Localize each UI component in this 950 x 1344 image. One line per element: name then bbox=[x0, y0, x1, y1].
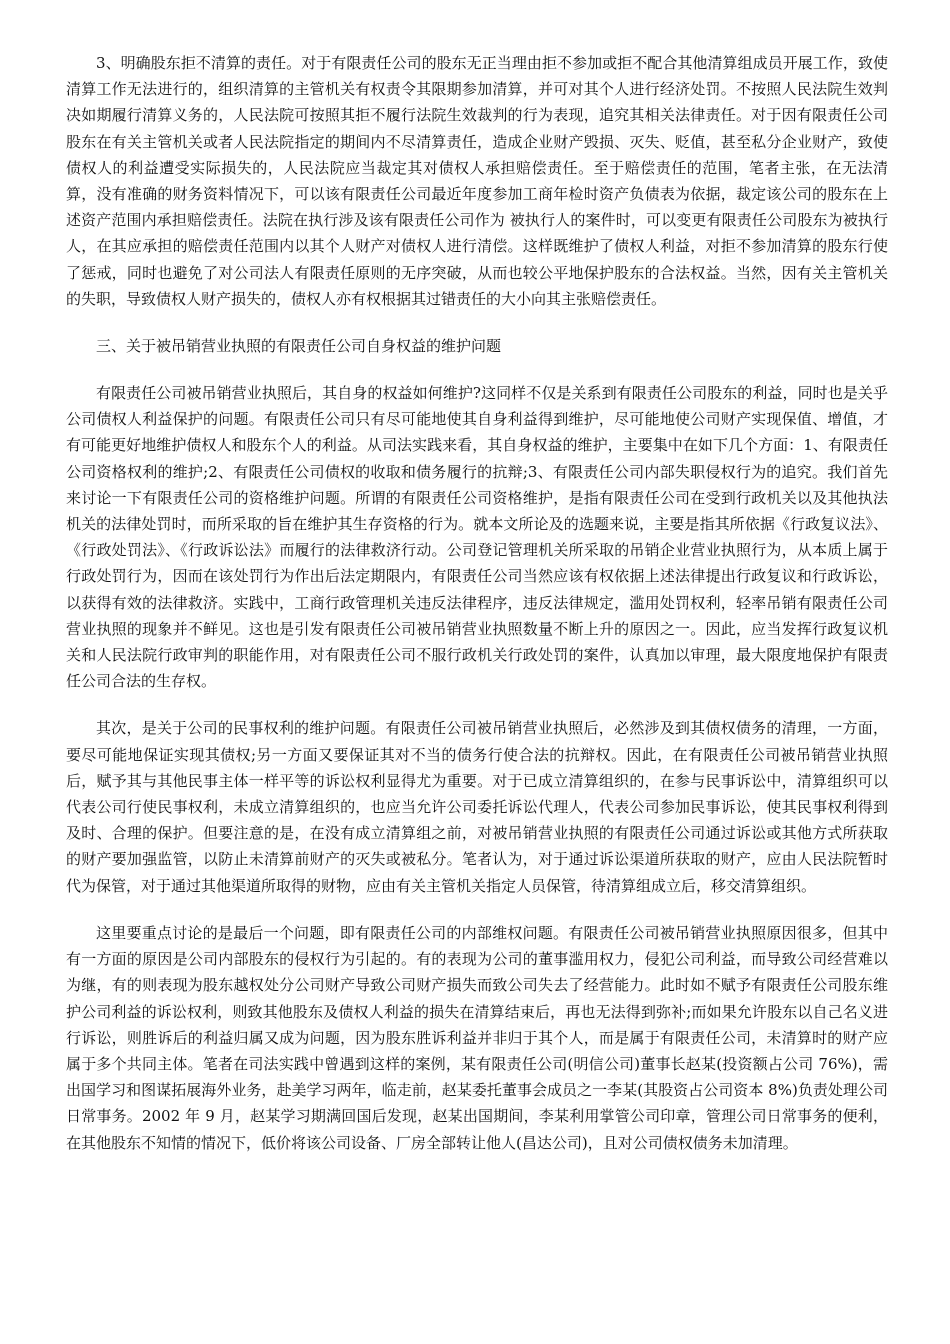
paragraph-internal-rights-maintenance: 这里要重点讨论的是最后一个问题，即有限责任公司的内部维权问题。有限责任公司被吊销营业执照原因很多，但其中有一方面的原因是公司内部股东的侵权行为引起的。有的表现为公司的董事滥用权力，侵犯公司利益，而导致公司经营难以为继，有的则表现为股东越权处分公司财产导致公司财产损失而致公司失去了经营能力。此时如不赋予有限责任公司股东维护公司利益的诉讼权利，则致其他股东及债权人利益的损失在清算结束后，再也无法得到弥补;而如果允许股东以自己名义进行诉讼，则胜诉后的利益归属又成为问题，因为股东胜诉利益并非归于其个人，而是属于有限责任公司，未清算时的财产应属于多个共同主体。笔者在司法实践中曾遇到这样的案例，某有限责任公司(明信公司)董事长赵某(投资额占公司 76%)，需出国学习和图谋拓展海外业务，赴美学习两年，临走前，赵某委托董事会成员之一李某(其股资占公司资本 8%)负责处理公司日常事务。2002 年 9 月，赵某学习期满回国后发现，赵某出国期间，李某利用掌管公司印章，管理公司日常事务的便利，在其他股东不知情的情况下，低价将该公司设备、厂房全部转让他人(昌达公司)，且对公司债权债务未加清理。 bbox=[66, 923, 888, 1152]
section-heading-rights-maintenance: 三、关于被吊销营业执照的有限责任公司自身权益的维护问题 bbox=[96, 337, 502, 356]
document-page bbox=[66, 50, 888, 1177]
paragraph-qualification-maintenance: 有限责任公司被吊销营业执照后，其自身的权益如何维护?这同样不仅是关系到有限责任公司股东的利益，同时也是关乎公司债权人利益保护的问题。有限责任公司只有尽可能地使其自身利益得到维护，尽可能地使公司财产实现保值、增值，才有可能更好地维护债权人和股东个人的利益。从司法实践来看，其自身权益的维护，主要集中在如下几个方面：1、有限责任公司资格权利的维护;2、有限责任公司债权的收取和债务履行的抗辩;3、有限责任公司内部失职侵权行为的追究。我们首先来讨论一下有限责任公司的资格维护问题。所谓的有限责任公司资格维护，是指有限责任公司在受到行政机关以及其他执法机关的法律处罚时，而所采取的旨在维护其生存资格的行为。就本文所论及的选题来说，主要是指其所依据《行政复议法》、《行政处罚法》、《行政诉讼法》而履行的法律救济行动。公司登记管理机关所采取的吊销企业营业执照行为，从本质上属于行政处罚行为，因而在该处罚行为作出后法定期限内，有限责任公司当然应该有权依据上述法律提出行政复议和行政诉讼，以获得有效的法律救济。实践中，工商行政管理机关违反法律程序，违反法律规定，滥用处罚权利，轻率吊销有限责任公司营业执照的现象并不鲜见。这也是引发有限责任公司被吊销营业执照数量不断上升的原因之一。因此，应当发挥行政复议机关和人民法院行政审判的职能作用，对有限责任公司不服行政机关行政处罚的案件，认真加以审理，最大限度地保护有限责任公司合法的生存权。 bbox=[66, 384, 888, 691]
paragraph-shareholder-liquidation-liability: 3、明确股东拒不清算的责任。对于有限责任公司的股东无正当理由拒不参加或拒不配合其他清算组成员开展工作，致使清算工作无法进行的，组织清算的主管机关有权责令其限期参加清算，并可对其个人进行经济处罚。不按照人民法院生效判决如期履行清算义务的，人民法院可按照其拒不履行法院生效裁判的行为表现，追究其相关法律责任。对于因有限责任公司股东在有关主管机关或者人民法院指定的期间内不尽清算责任，造成企业财产毁损、灭失、贬值，甚至私分企业财产，致使债权人的利益遭受实际损失的，人民法院应当裁定其对债权人承担赔偿责任。至于赔偿责任的范围，笔者主张，在无法清算，没有准确的财务资料情况下，可以该有限责任公司最近年度参加工商年检时资产负债表为依据，裁定该公司的股东在上述资产范围内承担赔偿责任。法院在执行涉及该有限责任公司作为 被执行人的案件时，可以变更有限责任公司股东为被执行人，在其应承担的赔偿责任范围内以其个人财产对债权人进行清偿。这样既维护了债权人利益，对拒不参加清算的股东行使了惩戒，同时也避免了对公司法人有限责任原则的无序突破，从而也较公平地保护股东的合法权益。当然，因有关主管机关的失职，导致债权人财产损失的，债权人亦有权根据其过错责任的大小向其主张赔偿责任。 bbox=[66, 54, 888, 308]
paragraph-civil-rights-maintenance: 其次，是关于公司的民事权利的维护问题。有限责任公司被吊销营业执照后，必然涉及到其债权债务的清理，一方面，要尽可能地保证实现其债权;另一方面又要保证其对不当的债务行使合法的抗辩权。因此，在有限责任公司被吊销营业执照后，赋予其与其他民事主体一样平等的诉讼权利显得尤为重要。对于已成立清算组织的，在参与民事诉讼中，清算组织可以代表公司行使民事权利，未成立清算组织的，也应当允许公司委托诉讼代理人，代表公司参加民事诉讼，使其民事权利得到及时、合理的保护。但要注意的是，在没有成立清算组之前，对被吊销营业执照的有限责任公司通过诉讼或其他方式所获取的财产要加强监管，以防止未清算前财产的灭失或被私分。笔者认为，对于通过诉讼渠道所获取的财产，应由人民法院暂时代为保管，对于通过其他渠道所取得的财物，应由有关主管机关指定人员保管，待清算组成立后，移交清算组织。 bbox=[66, 719, 888, 895]
